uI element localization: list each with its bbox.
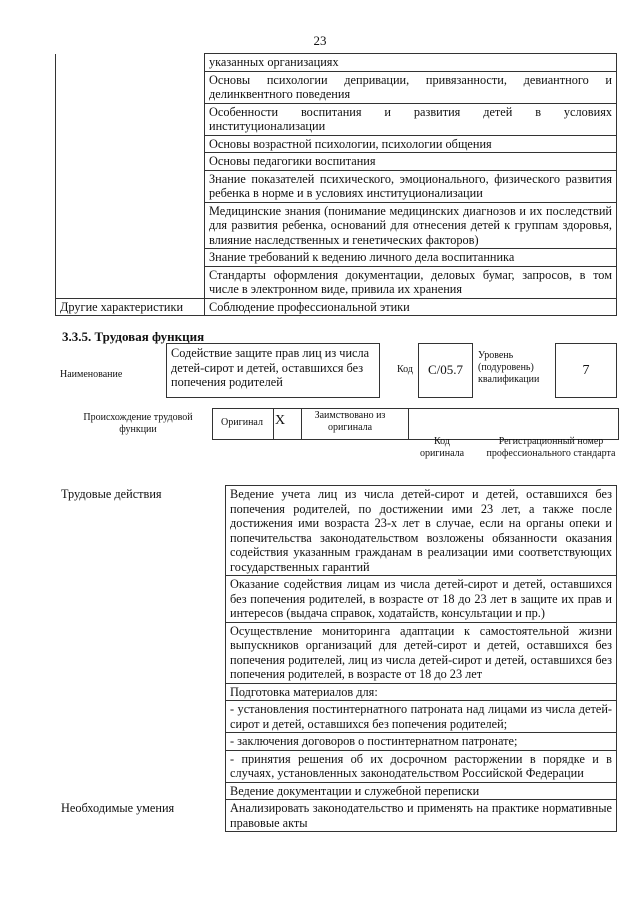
table-row: Знание показателей психического, эмоционального, физического развития ребенка в норме и в условиях институционализации (205, 170, 617, 202)
skills-label: Необходимые умения (61, 800, 175, 815)
table-row: Осуществление мониторинга адаптации к самостоятельной жизни выпускников организаций для детей-сирот и детей, оставшихся без попечения родителей, лиц из числа детей-сирот и детей, оставшихся без попечения родителей, в возрасте от 18 до 23 лет (226, 622, 617, 683)
origin-divider (273, 409, 274, 439)
table-left-cell (56, 103, 205, 135)
name-label: Наименование (60, 369, 123, 380)
table-row: Подготовка материалов для: (226, 683, 617, 701)
original-label: Оригинал (221, 417, 263, 428)
table-left-cell (56, 170, 205, 202)
origin-divider (301, 409, 302, 439)
function-name: Содействие защите прав лиц из числа детей-сирот и детей, оставшихся без попечения родителей (166, 343, 380, 398)
table-left-cell (56, 266, 205, 298)
other-characteristics-value: Соблюдение профессиональной этики (205, 298, 617, 316)
table-row: Основы психологии депривации, привязанности, девиантного и делинквентного поведения (205, 71, 617, 103)
table-row: Оказание содействия лицам из числа детей-сирот и детей, оставшихся без попечения родителей, в возрасте от 18 до 23 лет в защите их прав и интересов (выдача справок, ходатайств, консультации и пр.) (226, 576, 617, 623)
knowledge-table (55, 53, 617, 316)
code-label: Код (397, 364, 413, 375)
table-row: - принятия решения об их досрочном расторжении в порядке и в случаях, установленных законодательством Российской Федерации (226, 750, 617, 782)
table-row: Анализировать законодательство и применять на практике нормативные правовые акты (226, 800, 617, 832)
table-left-cell (56, 71, 205, 103)
function-code: С/05.7 (418, 343, 473, 398)
table-row: Ведение документации и служебной переписки (226, 782, 617, 800)
table-row: Особенности воспитания и развития детей в условиях институционализации (205, 103, 617, 135)
origin-divider (408, 409, 409, 439)
table-row: Основы возрастной психологии, психологии общения (205, 135, 617, 153)
borrowed-label: Заимствовано из оригинала (314, 410, 386, 433)
other-characteristics-label: Другие характеристики (56, 298, 205, 316)
table-left-cell (56, 249, 205, 267)
qualification-level-value: 7 (555, 343, 617, 398)
section-heading: 3.3.5. Трудовая функция (62, 329, 205, 344)
actions-label: Трудовые действия (61, 486, 162, 501)
page-number: 23 (313, 33, 327, 48)
table-left-cell (56, 202, 205, 249)
reg-number-label: Регистрационный номер профессионального стандарта (486, 436, 616, 459)
table-row: Медицинские знания (понимание медицинских диагнозов и их последствий для развития ребенка, оснований для отнесения детей к группам здоровья, влияние наследственных и генетических факторов) (205, 202, 617, 249)
table-row: указанных организациях (205, 54, 617, 72)
table-row: Знание требований к ведению личного дела воспитанника (205, 249, 617, 267)
table-row: - установления постинтернатного патроната над лицами из числа детей-сирот и детей, оставшихся без попечения родителей; (226, 701, 617, 733)
table-row: Ведение учета лиц из числа детей-сирот и детей, оставшихся без попечения родителей, по достижении ими 23 лет, а также после достижения ими возраста 23-х лет в случае, если на органы опеки и попечительства законодательством возложены обязанности оказания содействия указанным гражданам в реализации ими соответствующих государственных гарантий (226, 486, 617, 576)
original-mark: X (275, 413, 286, 428)
table-row: Стандарты оформления документации, деловых бумаг, запросов, в том числе в электронном виде, привила их хранения (205, 266, 617, 298)
table-left-cell (56, 135, 205, 153)
origin-label: Происхождение трудовой функции (83, 412, 193, 435)
table-row: Основы педагогики воспитания (205, 153, 617, 171)
actions-table (55, 485, 617, 832)
table-left-cell (56, 54, 205, 72)
code-original-label: Код оригинала (419, 436, 465, 459)
table-row: - заключения договоров о постинтернатном патронате; (226, 733, 617, 751)
qualification-level-label: Уровень (подуровень) квалификации (478, 350, 540, 385)
table-left-cell (56, 153, 205, 171)
